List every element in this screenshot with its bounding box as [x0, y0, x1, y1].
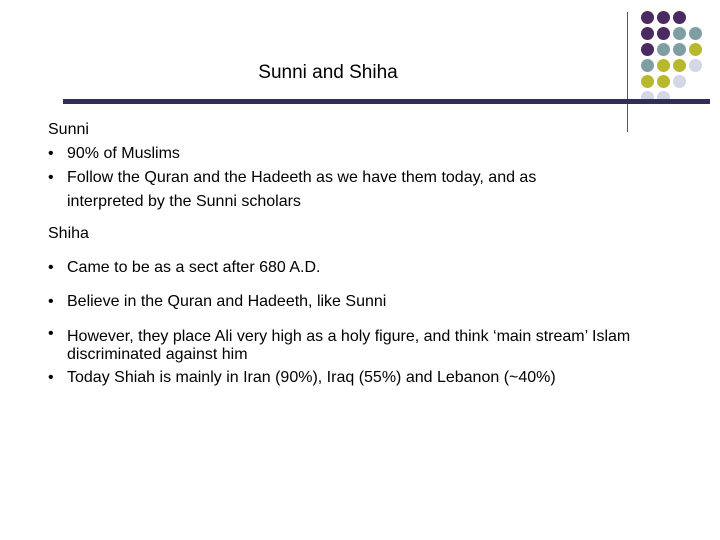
decorative-dot — [657, 11, 670, 24]
decorative-dot — [641, 27, 654, 40]
decorative-dot — [689, 59, 702, 72]
decorative-dot — [657, 43, 670, 56]
decorative-dot — [689, 27, 702, 40]
sunni-bullet-list — [48, 142, 678, 214]
decorative-dot — [657, 75, 670, 88]
decorative-dot — [641, 11, 654, 24]
section-heading-shiha: Shiha — [48, 225, 89, 242]
slide-body — [48, 118, 678, 390]
bullet-item: • Today Shiah is mainly in Iran (90%), Iraq (55%) and Lebanon (~40%) — [48, 366, 678, 390]
decorative-dot — [657, 59, 670, 72]
decorative-dot — [673, 27, 686, 40]
bullet-item: • However, they place Ali very high as a holy figure, and think ‘main stream’ Islam discriminated against him — [48, 328, 678, 364]
decorative-dot — [673, 59, 686, 72]
section-heading-sunni: Sunni — [48, 121, 89, 138]
decorative-dot — [673, 75, 686, 88]
decorative-dot — [689, 43, 702, 56]
decorative-dot — [641, 43, 654, 56]
bullet-item: • Believe in the Quran and Hadeeth, like Sunni — [48, 290, 678, 314]
decorative-dot — [657, 27, 670, 40]
bullet-item: • 90% of Muslims — [48, 142, 678, 166]
slide-title: Sunni and Shiha — [258, 62, 398, 83]
bullet-item: • Follow the Quran and the Hadeeth as we have them today, and as interpreted by the Sunni scholars — [48, 166, 678, 214]
bullet-item: • Came to be as a sect after 680 A.D. — [48, 256, 678, 280]
decorative-dot — [673, 43, 686, 56]
title-underline — [63, 99, 710, 104]
shiha-bullet-list — [48, 256, 678, 390]
decorative-dot — [673, 11, 686, 24]
